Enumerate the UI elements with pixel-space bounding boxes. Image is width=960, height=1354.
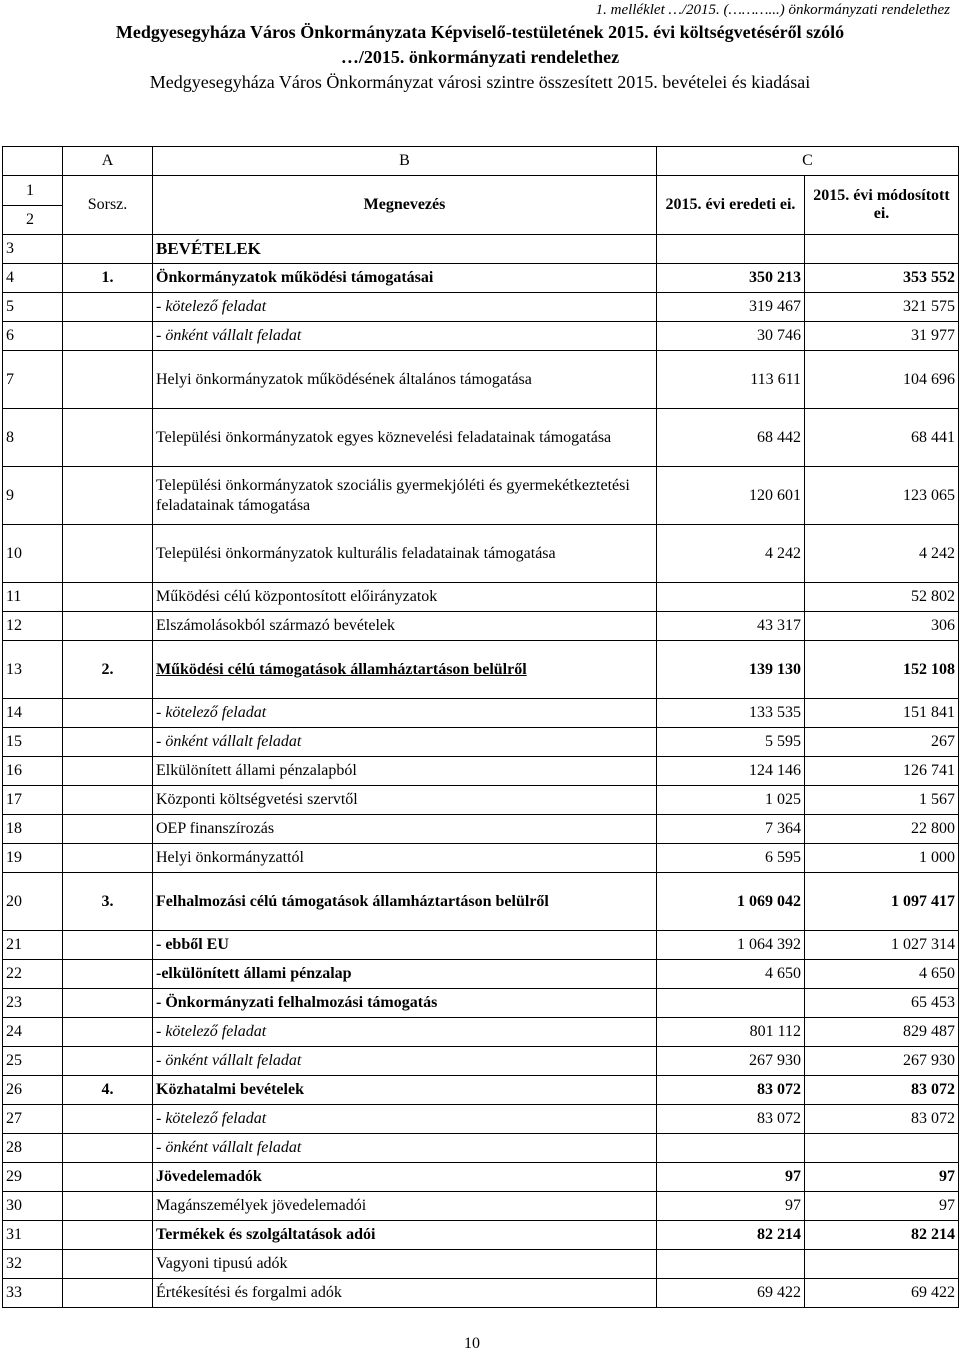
eredeti-cell: 1 069 042 [657, 873, 805, 931]
row-number: 12 [3, 612, 63, 641]
table-row [3, 815, 959, 844]
eredeti-cell: 82 214 [657, 1221, 805, 1250]
eredeti-cell [657, 989, 805, 1018]
megnevezes-cell: Helyi önkormányzatok működésének általános támogatása [153, 351, 657, 409]
row-number: 22 [3, 960, 63, 989]
sorsz-cell [63, 525, 153, 583]
modositott-cell: 82 214 [805, 1221, 959, 1250]
modositott-cell: 22 800 [805, 815, 959, 844]
row-number: 11 [3, 583, 63, 612]
table-row [3, 525, 959, 583]
row-number: 31 [3, 1221, 63, 1250]
row-number: 2 [26, 211, 34, 228]
megnevezes-cell: Értékesítési és forgalmi adók [153, 1279, 657, 1308]
eredeti-cell: 120 601 [657, 467, 805, 525]
modositott-cell: 306 [805, 612, 959, 641]
sorsz-cell [63, 931, 153, 960]
table-row [3, 641, 959, 699]
modositott-cell: 83 072 [805, 1105, 959, 1134]
row-number: 3 [3, 235, 63, 264]
sorsz-cell [63, 409, 153, 467]
sorsz-cell: 1. [63, 264, 153, 293]
eredeti-cell: 97 [657, 1192, 805, 1221]
sorsz-cell [63, 1134, 153, 1163]
sorsz-cell [63, 757, 153, 786]
column-letter-row [3, 147, 959, 176]
megnevezes-cell: - önként vállalt feladat [153, 322, 657, 351]
table-row [3, 1221, 959, 1250]
eredeti-cell: 6 595 [657, 844, 805, 873]
eredeti-cell: 4 650 [657, 960, 805, 989]
modositott-cell: 68 441 [805, 409, 959, 467]
modositott-cell: 69 422 [805, 1279, 959, 1308]
modositott-cell: 1 097 417 [805, 873, 959, 931]
eredeti-cell: 1 064 392 [657, 931, 805, 960]
section-label: BEVÉTELEK [153, 235, 657, 264]
modositott-cell: 321 575 [805, 293, 959, 322]
eredeti-cell: 1 025 [657, 786, 805, 815]
megnevezes-cell: - kötelező feladat [153, 1105, 657, 1134]
megnevezes-cell: Települési önkormányzatok egyes köznevelési feladatainak támogatása [153, 409, 657, 467]
eredeti-cell: 113 611 [657, 351, 805, 409]
title-line-1: Medgyesegyháza Város Önkormányzata Képviselő-testületének 2015. évi költségvetéséről szóló [115, 22, 845, 42]
modositott-cell: 4 650 [805, 960, 959, 989]
table-row [3, 1018, 959, 1047]
row-number: 5 [3, 293, 63, 322]
title-line-3: Medgyesegyháza Város Önkormányzat városi szintre összesített 2015. bevételei és kiadásai [149, 72, 811, 92]
sorsz-cell [63, 583, 153, 612]
row-number: 7 [3, 351, 63, 409]
sorsz-cell [63, 1163, 153, 1192]
eredeti-cell: 30 746 [657, 322, 805, 351]
table-row [3, 583, 959, 612]
sorsz-cell [63, 989, 153, 1018]
row-number: 20 [3, 873, 63, 931]
sorsz-cell [63, 1250, 153, 1279]
section-row [3, 235, 959, 264]
table-row [3, 728, 959, 757]
modositott-header: 2015. évi módosított ei. [805, 176, 959, 235]
modositott-cell: 126 741 [805, 757, 959, 786]
sorsz-cell: 2. [63, 641, 153, 699]
column-b-letter: B [153, 147, 657, 176]
eredeti-cell: 83 072 [657, 1076, 805, 1105]
row-number: 25 [3, 1047, 63, 1076]
table-row [3, 786, 959, 815]
row-number: 14 [3, 699, 63, 728]
modositott-cell [805, 1250, 959, 1279]
modositott-cell: 52 802 [805, 583, 959, 612]
table-row [3, 467, 959, 525]
row-number: 13 [3, 641, 63, 699]
row-number: 23 [3, 989, 63, 1018]
table-row [3, 699, 959, 728]
modositott-cell [805, 1134, 959, 1163]
modositott-cell: 267 930 [805, 1047, 959, 1076]
eredeti-header: 2015. évi eredeti ei. [657, 176, 805, 235]
sorsz-cell [63, 728, 153, 757]
modositott-cell: 104 696 [805, 351, 959, 409]
megnevezes-cell: Termékek és szolgáltatások adói [153, 1221, 657, 1250]
megnevezes-cell: Magánszemélyek jövedelemadói [153, 1192, 657, 1221]
modositott-cell: 123 065 [805, 467, 959, 525]
table-row [3, 322, 959, 351]
megnevezes-cell: -elkülönített állami pénzalap [153, 960, 657, 989]
megnevezes-cell: Működési célú támogatások államháztartáson belülről [153, 641, 657, 699]
row-number: 8 [3, 409, 63, 467]
modositott-cell: 1 567 [805, 786, 959, 815]
eredeti-cell: 5 595 [657, 728, 805, 757]
row-number: 19 [3, 844, 63, 873]
document-title [30, 20, 930, 95]
eredeti-cell: 7 364 [657, 815, 805, 844]
sorsz-cell [63, 1047, 153, 1076]
table-row [3, 1163, 959, 1192]
eredeti-cell: 124 146 [657, 757, 805, 786]
row-number: 17 [3, 786, 63, 815]
megnevezes-cell: - ebből EU [153, 931, 657, 960]
sorsz-cell [63, 612, 153, 641]
page-number: 10 [464, 1335, 480, 1352]
modositott-cell: 151 841 [805, 699, 959, 728]
column-header-row [3, 176, 959, 235]
eredeti-cell: 801 112 [657, 1018, 805, 1047]
eredeti-cell [657, 1250, 805, 1279]
sorsz-cell: 3. [63, 873, 153, 931]
megnevezes-cell: Központi költségvetési szervtől [153, 786, 657, 815]
megnevezes-cell: Jövedelemadók [153, 1163, 657, 1192]
sorsz-cell: 4. [63, 1076, 153, 1105]
megnevezes-cell: Vagyoni tipusú adók [153, 1250, 657, 1279]
table-row [3, 1047, 959, 1076]
megnevezes-cell: Települési önkormányzatok kulturális feladatainak támogatása [153, 525, 657, 583]
table-row [3, 757, 959, 786]
sorsz-cell [63, 1105, 153, 1134]
table-row [3, 1076, 959, 1105]
sorsz-cell [63, 293, 153, 322]
modositott-cell: 97 [805, 1163, 959, 1192]
megnevezes-cell: - önként vállalt feladat [153, 1047, 657, 1076]
sorsz-cell [63, 1018, 153, 1047]
modositott-cell: 83 072 [805, 1076, 959, 1105]
table-row [3, 1250, 959, 1279]
eredeti-cell: 43 317 [657, 612, 805, 641]
row-number: 16 [3, 757, 63, 786]
row-number: 9 [3, 467, 63, 525]
row-number: 24 [3, 1018, 63, 1047]
sorsz-header: Sorsz. [63, 176, 153, 235]
table-row [3, 409, 959, 467]
modositott-cell: 1 000 [805, 844, 959, 873]
row-number: 33 [3, 1279, 63, 1308]
row-number: 1 [3, 176, 62, 206]
table-row [3, 1192, 959, 1221]
modositott-cell: 353 552 [805, 264, 959, 293]
modositott-cell: 1 027 314 [805, 931, 959, 960]
table-row [3, 612, 959, 641]
megnevezes-cell: - önként vállalt feladat [153, 728, 657, 757]
eredeti-cell: 350 213 [657, 264, 805, 293]
table-row [3, 873, 959, 931]
megnevezes-cell: - kötelező feladat [153, 293, 657, 322]
sorsz-cell [63, 960, 153, 989]
row-number: 29 [3, 1163, 63, 1192]
row-number: 18 [3, 815, 63, 844]
modositott-cell: 829 487 [805, 1018, 959, 1047]
megnevezes-cell: Elkülönített állami pénzalapból [153, 757, 657, 786]
eredeti-cell [657, 1134, 805, 1163]
row-number: 27 [3, 1105, 63, 1134]
row-number: 4 [3, 264, 63, 293]
column-a-letter: A [63, 147, 153, 176]
budget-table [2, 146, 959, 1308]
table-row [3, 264, 959, 293]
sorsz-cell [63, 786, 153, 815]
modositott-cell: 97 [805, 1192, 959, 1221]
megnevezes-cell: Települési önkormányzatok szociális gyermekjóléti és gyermekétkeztetési feladatainak támogatása [153, 467, 657, 525]
eredeti-cell: 133 535 [657, 699, 805, 728]
eredeti-cell: 319 467 [657, 293, 805, 322]
table-row [3, 351, 959, 409]
sorsz-cell [63, 815, 153, 844]
megnevezes-cell: Felhalmozási célú támogatások államháztartáson belülről [153, 873, 657, 931]
column-c-letter: C [657, 147, 959, 176]
eredeti-cell [657, 583, 805, 612]
table-row [3, 960, 959, 989]
megnevezes-cell: - kötelező feladat [153, 699, 657, 728]
megnevezes-cell: Helyi önkormányzattól [153, 844, 657, 873]
eredeti-cell: 267 930 [657, 1047, 805, 1076]
sorsz-cell [63, 322, 153, 351]
table-row [3, 1105, 959, 1134]
modositott-cell: 152 108 [805, 641, 959, 699]
sorsz-cell [63, 467, 153, 525]
sorsz-cell [63, 699, 153, 728]
row-number: 15 [3, 728, 63, 757]
megnevezes-cell: Elszámolásokból származó bevételek [153, 612, 657, 641]
modositott-cell: 65 453 [805, 989, 959, 1018]
eredeti-cell: 83 072 [657, 1105, 805, 1134]
megnevezes-cell: OEP finanszírozás [153, 815, 657, 844]
sorsz-cell [63, 351, 153, 409]
sorsz-cell [63, 844, 153, 873]
table-row [3, 1279, 959, 1308]
sorsz-cell [63, 1192, 153, 1221]
row-number: 10 [3, 525, 63, 583]
table-row [3, 989, 959, 1018]
eredeti-cell: 68 442 [657, 409, 805, 467]
row-number: 30 [3, 1192, 63, 1221]
megnevezes-cell: - kötelező feladat [153, 1018, 657, 1047]
table-row [3, 931, 959, 960]
megnevezes-cell: Közhatalmi bevételek [153, 1076, 657, 1105]
table-row [3, 293, 959, 322]
row-number: 28 [3, 1134, 63, 1163]
modositott-cell: 31 977 [805, 322, 959, 351]
eredeti-cell: 139 130 [657, 641, 805, 699]
sorsz-cell [63, 1279, 153, 1308]
row-number: 26 [3, 1076, 63, 1105]
row-number: 21 [3, 931, 63, 960]
row-number: 6 [3, 322, 63, 351]
title-line-2: …/2015. önkormányzati rendelethez [340, 47, 620, 67]
megnevezes-cell: Önkormányzatok működési támogatásai [153, 264, 657, 293]
megnevezes-header: Megnevezés [153, 176, 657, 235]
modositott-cell: 267 [805, 728, 959, 757]
annex-reference: 1. melléklet …/2015. (………...) önkormányzati rendelethez [595, 2, 950, 18]
eredeti-cell: 97 [657, 1163, 805, 1192]
sorsz-cell [63, 1221, 153, 1250]
row-number: 32 [3, 1250, 63, 1279]
modositott-cell: 4 242 [805, 525, 959, 583]
megnevezes-cell: Működési célú központosított előirányzatok [153, 583, 657, 612]
megnevezes-cell: - Önkormányzati felhalmozási támogatás [153, 989, 657, 1018]
table-row [3, 1134, 959, 1163]
eredeti-cell: 69 422 [657, 1279, 805, 1308]
eredeti-cell: 4 242 [657, 525, 805, 583]
megnevezes-cell: - önként vállalt feladat [153, 1134, 657, 1163]
table-row [3, 844, 959, 873]
